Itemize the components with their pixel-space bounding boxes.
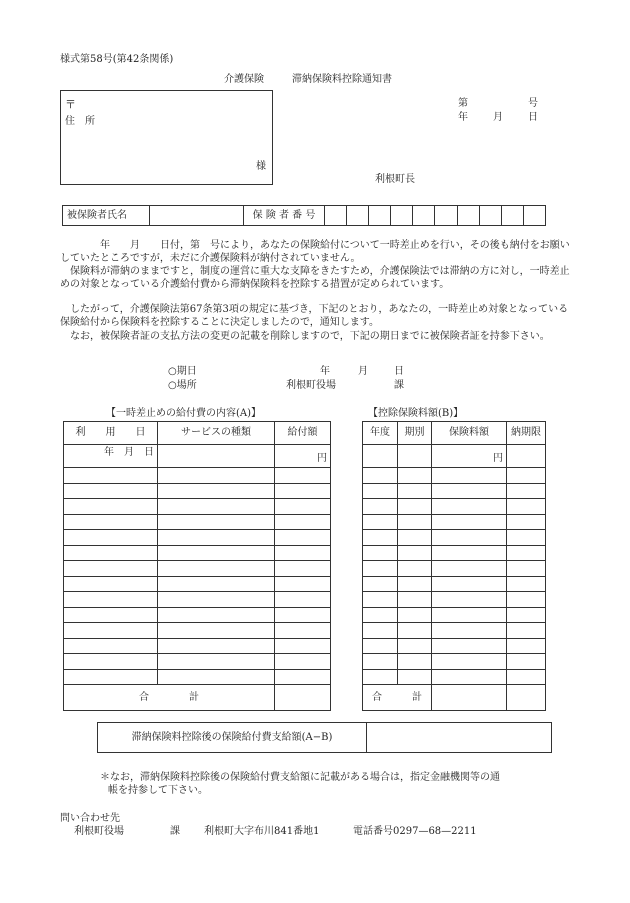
place-label: ○場所 [168, 380, 197, 391]
summary-label: 滞納保険料控除後の保険給付費支給額(A−B) [98, 723, 367, 753]
table-cell[interactable] [158, 638, 275, 654]
col-header-date: 利 用 日 [64, 422, 158, 445]
table-cell[interactable] [432, 607, 507, 623]
due-date-day: 日 [394, 366, 404, 377]
table-cell[interactable] [363, 483, 398, 499]
table-cell[interactable] [432, 576, 507, 592]
table-cell[interactable] [64, 561, 158, 577]
service-cell[interactable] [158, 445, 275, 468]
table-cell[interactable] [64, 530, 158, 546]
table-cell[interactable] [64, 623, 158, 639]
insured-number-digit[interactable] [457, 206, 479, 226]
doc-date-day: 日 [528, 112, 538, 123]
col-header-amount: 給付額 [275, 422, 331, 445]
table-cell[interactable] [507, 545, 546, 561]
table-cell[interactable] [158, 499, 275, 515]
table-cell[interactable] [363, 623, 398, 639]
contact-office: 利根町役場 [74, 826, 124, 837]
table-cell[interactable] [507, 514, 546, 530]
table-cell[interactable] [158, 623, 275, 639]
table-cell[interactable] [158, 592, 275, 608]
insured-number-digit[interactable] [523, 206, 545, 226]
table-cell[interactable] [398, 638, 432, 654]
address-box[interactable] [60, 90, 273, 185]
table-cell[interactable] [64, 592, 158, 608]
table-cell[interactable] [398, 545, 432, 561]
table-cell[interactable] [158, 530, 275, 546]
table-cell[interactable] [64, 576, 158, 592]
table-cell[interactable] [398, 623, 432, 639]
table-cell[interactable] [275, 607, 331, 623]
table-cell[interactable] [275, 561, 331, 577]
table-cell[interactable] [363, 514, 398, 530]
table-cell[interactable] [275, 623, 331, 639]
note-line-1: ＊なお，滞納保険料控除後の保険給付費支給額に記載がある場合は，指定金融機関等の通 [100, 772, 500, 783]
table-cell[interactable] [64, 468, 158, 484]
doc-date-month: 月 [493, 112, 503, 123]
table-cell[interactable] [432, 669, 507, 685]
body-paragraph: なお，被保険者証の支払方法の変更の記載を削除しますので，下記の期日までに被保険者証を持参下さい。 [60, 331, 550, 342]
table-cell[interactable] [507, 669, 546, 685]
insured-number-digit[interactable] [413, 206, 435, 226]
table-cell[interactable] [507, 530, 546, 546]
table-a [63, 421, 331, 711]
table-cell[interactable] [432, 499, 507, 515]
table-cell[interactable] [158, 468, 275, 484]
table-cell[interactable] [398, 576, 432, 592]
body-paragraph: したがって，介護保険法第67条第3項の規定に基づき，下記のとおり，あなたの，一時差止め対象となっている保険給付から保険料を控除することに決定しましたので，通知します。 [60, 304, 569, 328]
table-cell[interactable] [64, 545, 158, 561]
table-cell[interactable] [363, 530, 398, 546]
summary-table [97, 722, 552, 753]
date-units: 年 月 日 [64, 445, 158, 468]
table-cell[interactable] [363, 669, 398, 685]
table-b-caption: 【控除保険料額(B)】 [368, 408, 464, 419]
table-cell[interactable] [432, 592, 507, 608]
total-label: 合 計 [64, 685, 275, 711]
table-cell[interactable] [158, 607, 275, 623]
table-cell[interactable] [64, 654, 158, 670]
table-cell[interactable] [64, 483, 158, 499]
table-cell[interactable] [507, 483, 546, 499]
table-cell[interactable] [398, 499, 432, 515]
table-cell[interactable] [363, 592, 398, 608]
table-cell[interactable] [363, 561, 398, 577]
table-cell[interactable] [158, 669, 275, 685]
table-cell[interactable] [158, 514, 275, 530]
table-cell[interactable] [275, 499, 331, 515]
table-cell[interactable] [275, 592, 331, 608]
insured-number-digit[interactable] [435, 206, 457, 226]
table-cell[interactable] [432, 623, 507, 639]
table-cell[interactable] [275, 669, 331, 685]
table-cell[interactable] [507, 685, 546, 711]
insured-number-digit[interactable] [369, 206, 391, 226]
table-cell[interactable] [432, 483, 507, 499]
table-cell[interactable] [507, 468, 546, 484]
table-cell[interactable] [275, 545, 331, 561]
table-cell[interactable] [507, 445, 546, 468]
table-cell[interactable] [275, 514, 331, 530]
page-title: 滞納保険料控除通知書 [292, 74, 392, 85]
table-cell[interactable] [158, 483, 275, 499]
honorific: 様 [256, 161, 266, 172]
table-cell[interactable] [432, 561, 507, 577]
yen-unit: 円 [432, 445, 507, 468]
note-line-2: 帳を持参して下さい。 [108, 785, 208, 796]
insured-table [62, 205, 546, 226]
table-cell[interactable] [507, 607, 546, 623]
place-office: 利根町役場 [286, 380, 336, 391]
table-cell[interactable] [363, 638, 398, 654]
doc-no-suffix: 号 [528, 98, 538, 109]
col-header-premium: 保険料額 [432, 422, 507, 445]
insured-name-label: 被保険者氏名 [63, 206, 150, 226]
table-cell[interactable] [275, 468, 331, 484]
insured-number-digit[interactable] [501, 206, 523, 226]
doc-no-prefix: 第 [458, 98, 468, 109]
table-cell[interactable] [363, 545, 398, 561]
table-cell[interactable] [432, 638, 507, 654]
table-cell[interactable] [275, 530, 331, 546]
total-amount-b[interactable] [432, 685, 507, 711]
table-cell[interactable] [432, 530, 507, 546]
table-cell[interactable] [432, 545, 507, 561]
table-cell[interactable] [158, 545, 275, 561]
table-cell[interactable] [363, 654, 398, 670]
due-date-label: ○期日 [168, 366, 197, 377]
table-cell[interactable] [275, 654, 331, 670]
table-cell[interactable] [158, 576, 275, 592]
insured-number-digit[interactable] [325, 206, 347, 226]
table-cell[interactable] [507, 654, 546, 670]
table-cell[interactable] [363, 445, 398, 468]
table-cell[interactable] [275, 638, 331, 654]
table-cell[interactable] [64, 638, 158, 654]
place-dept: 課 [394, 380, 404, 391]
table-cell[interactable] [158, 654, 275, 670]
table-cell[interactable] [432, 654, 507, 670]
insured-number-digit[interactable] [347, 206, 369, 226]
table-cell[interactable] [363, 607, 398, 623]
table-cell[interactable] [275, 483, 331, 499]
table-cell[interactable] [398, 654, 432, 670]
insured-number-label: 保 険 者 番 号 [244, 206, 325, 226]
summary-amount[interactable] [367, 723, 552, 753]
total-label: 合 計 [363, 685, 432, 711]
table-cell[interactable] [398, 561, 432, 577]
body-paragraph: 保険料が滞納のままですと，制度の運営に重大な支障をきたすため，介護保険法では滞納の方に対し，一時差止めの対象となっている介護給付費から滞納保険料を控除する措置が定められています。 [60, 266, 570, 290]
col-header-year: 年度 [363, 422, 398, 445]
due-date-month: 月 [358, 366, 368, 377]
table-cell[interactable] [363, 468, 398, 484]
insured-name-field[interactable] [150, 206, 244, 226]
table-cell[interactable] [363, 499, 398, 515]
table-cell[interactable] [507, 592, 546, 608]
col-header-period: 期別 [398, 422, 432, 445]
table-cell[interactable] [398, 445, 432, 468]
title-prefix: 介護保険 [224, 74, 264, 85]
table-cell[interactable] [507, 623, 546, 639]
table-cell[interactable] [398, 468, 432, 484]
table-cell[interactable] [64, 607, 158, 623]
yen-unit: 円 [275, 445, 331, 468]
col-header-due: 納期限 [507, 422, 546, 445]
issuer: 利根町長 [375, 174, 415, 185]
table-cell[interactable] [64, 499, 158, 515]
table-cell[interactable] [507, 499, 546, 515]
table-cell[interactable] [507, 638, 546, 654]
table-cell[interactable] [398, 530, 432, 546]
table-cell[interactable] [398, 483, 432, 499]
table-b [362, 421, 546, 711]
table-cell[interactable] [398, 592, 432, 608]
table-cell[interactable] [363, 576, 398, 592]
table-cell[interactable] [432, 468, 507, 484]
table-cell[interactable] [507, 576, 546, 592]
table-cell[interactable] [275, 576, 331, 592]
insured-number-digit[interactable] [391, 206, 413, 226]
table-cell[interactable] [398, 607, 432, 623]
table-cell[interactable] [64, 669, 158, 685]
col-header-service: サービスの種類 [158, 422, 275, 445]
doc-date-year: 年 [458, 112, 468, 123]
body-paragraph: 年 月 日付，第 号により，あなたの保険給付について一時差止めを行い，その後も納付をお願いしていたところですが，未だに介護保険料が納付されていません。 [60, 240, 570, 264]
postal-mark: 〒 [65, 98, 76, 111]
table-cell[interactable] [398, 514, 432, 530]
contact-dept: 課 [170, 826, 180, 837]
contact-label: 問い合わせ先 [60, 813, 120, 824]
total-amount-a[interactable] [275, 685, 331, 711]
contact-address: 利根町大字布川841番地1 [204, 826, 320, 837]
due-date-year: 年 [320, 366, 330, 377]
table-cell[interactable] [507, 561, 546, 577]
table-cell[interactable] [64, 514, 158, 530]
insured-number-digit[interactable] [479, 206, 501, 226]
form-number: 様式第58号(第42条関係) [60, 54, 174, 65]
address-label: 住 所 [65, 116, 95, 127]
contact-phone: 電話番号0297—68—2211 [353, 826, 477, 837]
table-cell[interactable] [432, 514, 507, 530]
table-cell[interactable] [158, 561, 275, 577]
table-a-caption: 【一時差止めの給付費の内容(A)】 [106, 408, 262, 419]
table-cell[interactable] [398, 669, 432, 685]
